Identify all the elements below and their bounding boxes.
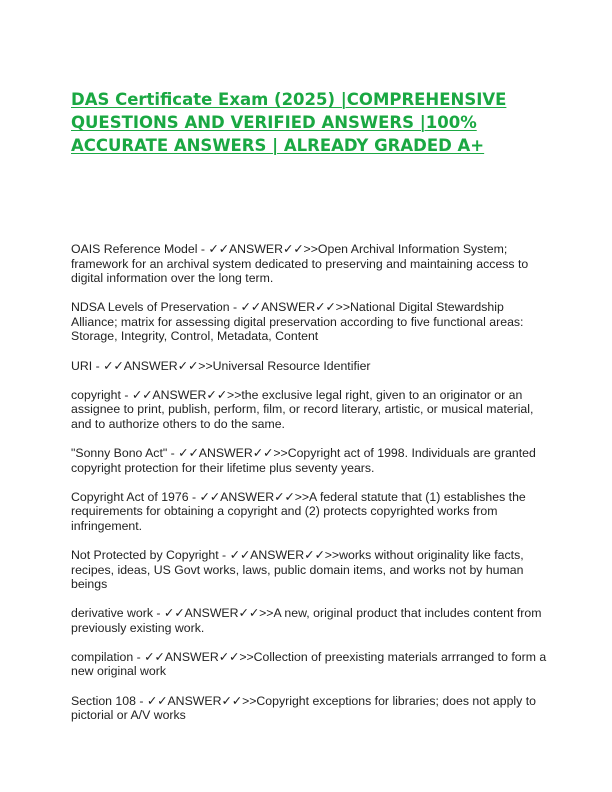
qa-entry-copyright-act-1976: Copyright Act of 1976 - ✓✓ANSWER✓✓>>A federal statute that (1) establishes the requirements for obtaining a copyright and (2) protects copyrighted works from infringement.: [71, 489, 526, 533]
qa-entry-ndsa-levels: NDSA Levels of Preservation - ✓✓ANSWER✓✓>>National Digital Stewardship Alliance; matrix for assessing digital preservation according to five functional areas: Storage, Integrity, Control, Metadata, Content: [71, 300, 524, 344]
document-title: DAS Certificate Exam (2025) |COMPREHENSIVE QUESTIONS AND VERIFIED ANSWERS |100% ACCURATE ANSWERS | ALREADY GRADED A+: [71, 90, 507, 155]
qa-entry-section-108: Section 108 - ✓✓ANSWER✓✓>>Copyright exceptions for libraries; does not apply to pictorial or A/V works: [71, 693, 536, 723]
qa-entry-compilation: compilation - ✓✓ANSWER✓✓>>Collection of preexisting materials arrranged to form a new original work: [71, 649, 547, 679]
qa-entry-oais-reference-model: OAIS Reference Model - ✓✓ANSWER✓✓>>Open Archival Information System; framework for an archival system dedicated to preserving and maintaining access to digital information over the long term.: [71, 242, 529, 286]
qa-entry-not-protected: Not Protected by Copyright - ✓✓ANSWER✓✓>>works without originality like facts, recipes, ideas, US Govt works, laws, public domain items, and works not by human beings: [71, 547, 524, 592]
qa-entry-derivative-work: derivative work - ✓✓ANSWER✓✓>>A new, original product that includes content from previously existing work.: [71, 606, 542, 635]
qa-entry-copyright: copyright - ✓✓ANSWER✓✓>>the exclusive legal right, given to an originator or an assignee to print, publish, perform, film, or record literary, artistic, or musical material, and to authorize others to do the same.: [71, 387, 534, 431]
qa-entry-sonny-bono-act: "Sonny Bono Act" - ✓✓ANSWER✓✓>>Copyright act of 1998. Individuals are granted copyright protection for their lifetime plus seventy years.: [71, 445, 536, 475]
qa-entry-uri: URI - ✓✓ANSWER✓✓>>Universal Resource Identifier: [71, 358, 371, 373]
qa-list: [71, 242, 549, 737]
